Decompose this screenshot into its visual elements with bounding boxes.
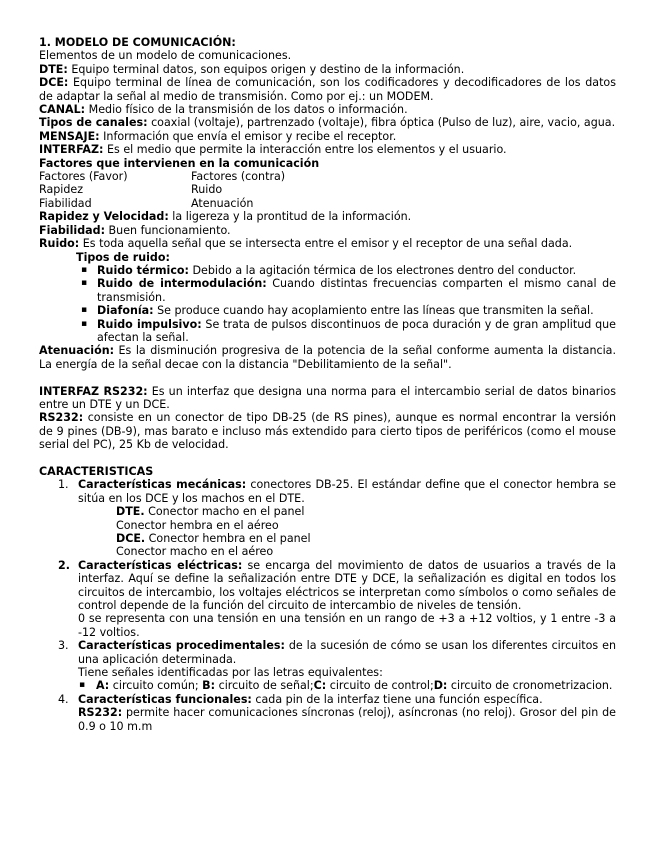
- section-title-text: 1. MODELO DE COMUNICACIÓN:: [39, 36, 236, 49]
- mensaje-definition: [39, 130, 616, 143]
- mensaje-term: MENSAJE:: [39, 129, 100, 143]
- connector-term: DCE.: [116, 532, 146, 545]
- signal-text: circuito común;: [109, 679, 203, 693]
- tipos-canales-text: coaxial (voltaje), partrenzado (voltaje), fibra óptica (Pulso de luz), aire, vacio, agua.: [147, 116, 616, 130]
- dte-term: DTE:: [39, 62, 68, 76]
- rs232-term: RS232:: [39, 411, 84, 425]
- connector-line: [116, 532, 616, 545]
- fiabilidad-term: Fiabilidad:: [39, 223, 106, 237]
- list-number: 4.: [58, 692, 69, 706]
- caracteristica-term: Características procedimentales:: [78, 639, 285, 653]
- rapidez-text: la ligereza y la prontitud de la información.: [168, 210, 412, 224]
- caracteristica-procedimental: [58, 639, 616, 666]
- list-number: 1.: [58, 478, 69, 492]
- caracteristicas-heading-text: CARACTERISTICAS: [39, 464, 154, 478]
- list-item-term: Ruido de intermodulación:: [97, 277, 267, 291]
- dce-text: Equipo terminal de línea de comunicación, son los codificadores y decodificadores de los datos de adaptar la señal al medio de transmisión. Como por ej.: un MODEM.: [39, 76, 616, 103]
- ruido-definition: [39, 237, 616, 250]
- caracteristica-funcional: [58, 692, 616, 706]
- canal-definition: [39, 103, 616, 116]
- factores-cell: Rapidez: [39, 183, 84, 197]
- list-item-term: Ruido impulsivo:: [97, 317, 202, 331]
- dte-text: Equipo terminal datos, son equipos origen y destino de la información.: [67, 62, 465, 76]
- caracteristica-text: cada pin de la interfaz tiene una función específica.: [251, 692, 543, 706]
- list-item: [97, 304, 616, 317]
- connector-text: Conector macho en el panel: [144, 505, 305, 519]
- connector-line: [116, 545, 616, 558]
- connector-text: Conector macho en el aéreo: [116, 545, 274, 559]
- mensaje-text: Información que envía el emisor y recibe el receptor.: [99, 129, 397, 143]
- interfaz-rs232-term: INTERFAZ RS232:: [39, 384, 148, 398]
- signal-text: circuito de cronometrizacion.: [447, 679, 613, 693]
- canal-text: Medio físico de la transmisión de los datos o información.: [85, 103, 408, 117]
- connector-line: [116, 519, 616, 532]
- rapidez-term: Rapidez y Velocidad:: [39, 210, 169, 224]
- spacer: [39, 452, 616, 465]
- caracteristica-mecanica: [58, 478, 616, 505]
- rs232-definition: [39, 411, 616, 451]
- factores-cell: Atenuación: [191, 196, 254, 210]
- rs232-text: consiste en un conector de tipo DB-25 (de RS pines), aunque es normal encontrar la versión de 9 pines (DB-9), mas barato e incluso más extendido para cierto tipos de periféricos (como el mouse serial del PC), 25 Kb de velocidad.: [39, 411, 616, 452]
- caracteristica-electrica: [58, 558, 616, 613]
- factores-cell: Factores (contra): [191, 170, 286, 184]
- signal-term: B:: [202, 679, 216, 693]
- atenuacion-definition: [39, 344, 616, 371]
- caracteristica-procedimental-extra: Tiene señales identificadas por las letras equivalentes:: [78, 666, 383, 680]
- connector-text: Conector hembra en el aéreo: [116, 518, 279, 532]
- caracteristica-funcional-rs232: [78, 706, 616, 733]
- signal-term: C:: [313, 679, 327, 693]
- list-number: 2.: [58, 558, 70, 572]
- atenuacion-term: Atenuación:: [39, 344, 115, 358]
- caracteristica-text: conectores DB-25. El estándar define que el conector hembra se sitúa en los DCE y los machos en el DTE.: [78, 478, 616, 505]
- list-item: [97, 318, 616, 345]
- list-item-text: Cuando distintas frecuencias comparten el mismo canal de transmisión.: [97, 277, 616, 304]
- list-item: [97, 264, 616, 277]
- interfaz-rs232-text: Es un interfaz que designa una norma para el intercambio serial de datos binarios entre un DTE y un DCE.: [39, 384, 616, 411]
- interfaz-definition: [39, 143, 616, 156]
- list-item-text: Se produce cuando hay acoplamiento entre las líneas que transmiten la señal.: [153, 304, 594, 318]
- factores-heading-text: Factores que intervienen en la comunicación: [39, 156, 320, 170]
- list-item-text: Se trata de pulsos discontinuos de poca duración y de gran amplitud que afectan la señal.: [97, 317, 616, 344]
- ruido-text: Es toda aquella señal que se intersecta entre el emisor y el receptor de una señal dada.: [79, 237, 573, 251]
- connector-term: DTE.: [116, 505, 145, 519]
- caracteristica-term: Características eléctricas:: [78, 558, 243, 572]
- section-title: [39, 36, 616, 49]
- rapidez-definition: [39, 210, 616, 223]
- interfaz-rs232-definition: [39, 385, 616, 412]
- intro-text: Elementos de un modelo de comunicaciones.: [39, 49, 292, 63]
- caracteristica-text: se encarga del movimiento de datos de usuarios a través de la interfaz. Aquí se define la señalización entre DTE y DCE, la señalización es digital en todos los circuitos de intercambio, los voltajes eléctricos se interpretan como símbolos o como señales de control depende de la función del circuito de intercambio de niveles de tensión.: [78, 558, 616, 613]
- list-item-term: Diafonía:: [97, 304, 154, 318]
- tipos-ruido-heading-text: Tipos de ruido:: [76, 250, 170, 264]
- list-item: [97, 277, 616, 304]
- ruido-term: Ruido:: [39, 237, 80, 251]
- caracteristica-term: Características mecánicas:: [78, 478, 247, 492]
- factores-table: [39, 170, 616, 210]
- canal-term: CANAL:: [39, 103, 86, 117]
- interfaz-term: INTERFAZ:: [39, 143, 104, 157]
- tipos-canales-definition: [39, 116, 616, 129]
- rs232-term: RS232:: [78, 706, 123, 720]
- factores-cell: Ruido: [191, 183, 223, 197]
- dce-definition: [39, 76, 616, 103]
- signal-list-item: [96, 679, 616, 692]
- factores-heading: [39, 157, 616, 170]
- tipos-canales-term: Tipos de canales:: [39, 116, 148, 130]
- caracteristica-text: de la sucesión de cómo se usan los diferentes circuitos en una aplicación determinada.: [78, 639, 616, 666]
- dce-term: DCE:: [39, 76, 69, 90]
- spacer: [39, 371, 616, 384]
- fiabilidad-text: Buen funcionamiento.: [105, 223, 231, 237]
- signal-text: circuito de señal;: [215, 679, 314, 693]
- caracteristica-term: Características funcionales:: [78, 692, 252, 706]
- list-number: 3.: [58, 639, 69, 653]
- interfaz-text: Es el medio que permite la interacción entre los elementos y el usuario.: [103, 143, 507, 157]
- fiabilidad-definition: [39, 224, 616, 237]
- tipos-ruido-heading: [76, 251, 616, 264]
- signal-term: D:: [433, 679, 448, 693]
- factores-cell: Fiabilidad: [39, 196, 92, 210]
- dte-definition: [39, 63, 616, 76]
- signal-text: circuito de control;: [326, 679, 434, 693]
- caracteristica-electrica-extra: 0 se representa con una tensión en una tensión en un rango de +3 a +12 voltios, y 1 entre -3 a -12 voltios.: [78, 612, 616, 639]
- connector-line: [116, 505, 616, 518]
- connector-text: Conector hembra en el panel: [145, 532, 311, 545]
- factores-cell: Factores (Favor): [39, 170, 128, 184]
- list-item-text: Debido a la agitación térmica de los electrones dentro del conductor.: [188, 263, 577, 277]
- atenuacion-text: Es la disminución progresiva de la potencia de la señal conforme aumenta la distancia. La energía de la señal decae con la distancia "Debilitamiento de la señal".: [39, 344, 616, 371]
- list-item-term: Ruido térmico:: [97, 263, 189, 277]
- rs232-text: permite hacer comunicaciones síncronas (reloj), asíncronas (no reloj). Grosor del pin de 0.9 o 10 m.m: [78, 706, 616, 733]
- signal-term: A:: [96, 679, 110, 693]
- caracteristicas-heading: [39, 465, 616, 478]
